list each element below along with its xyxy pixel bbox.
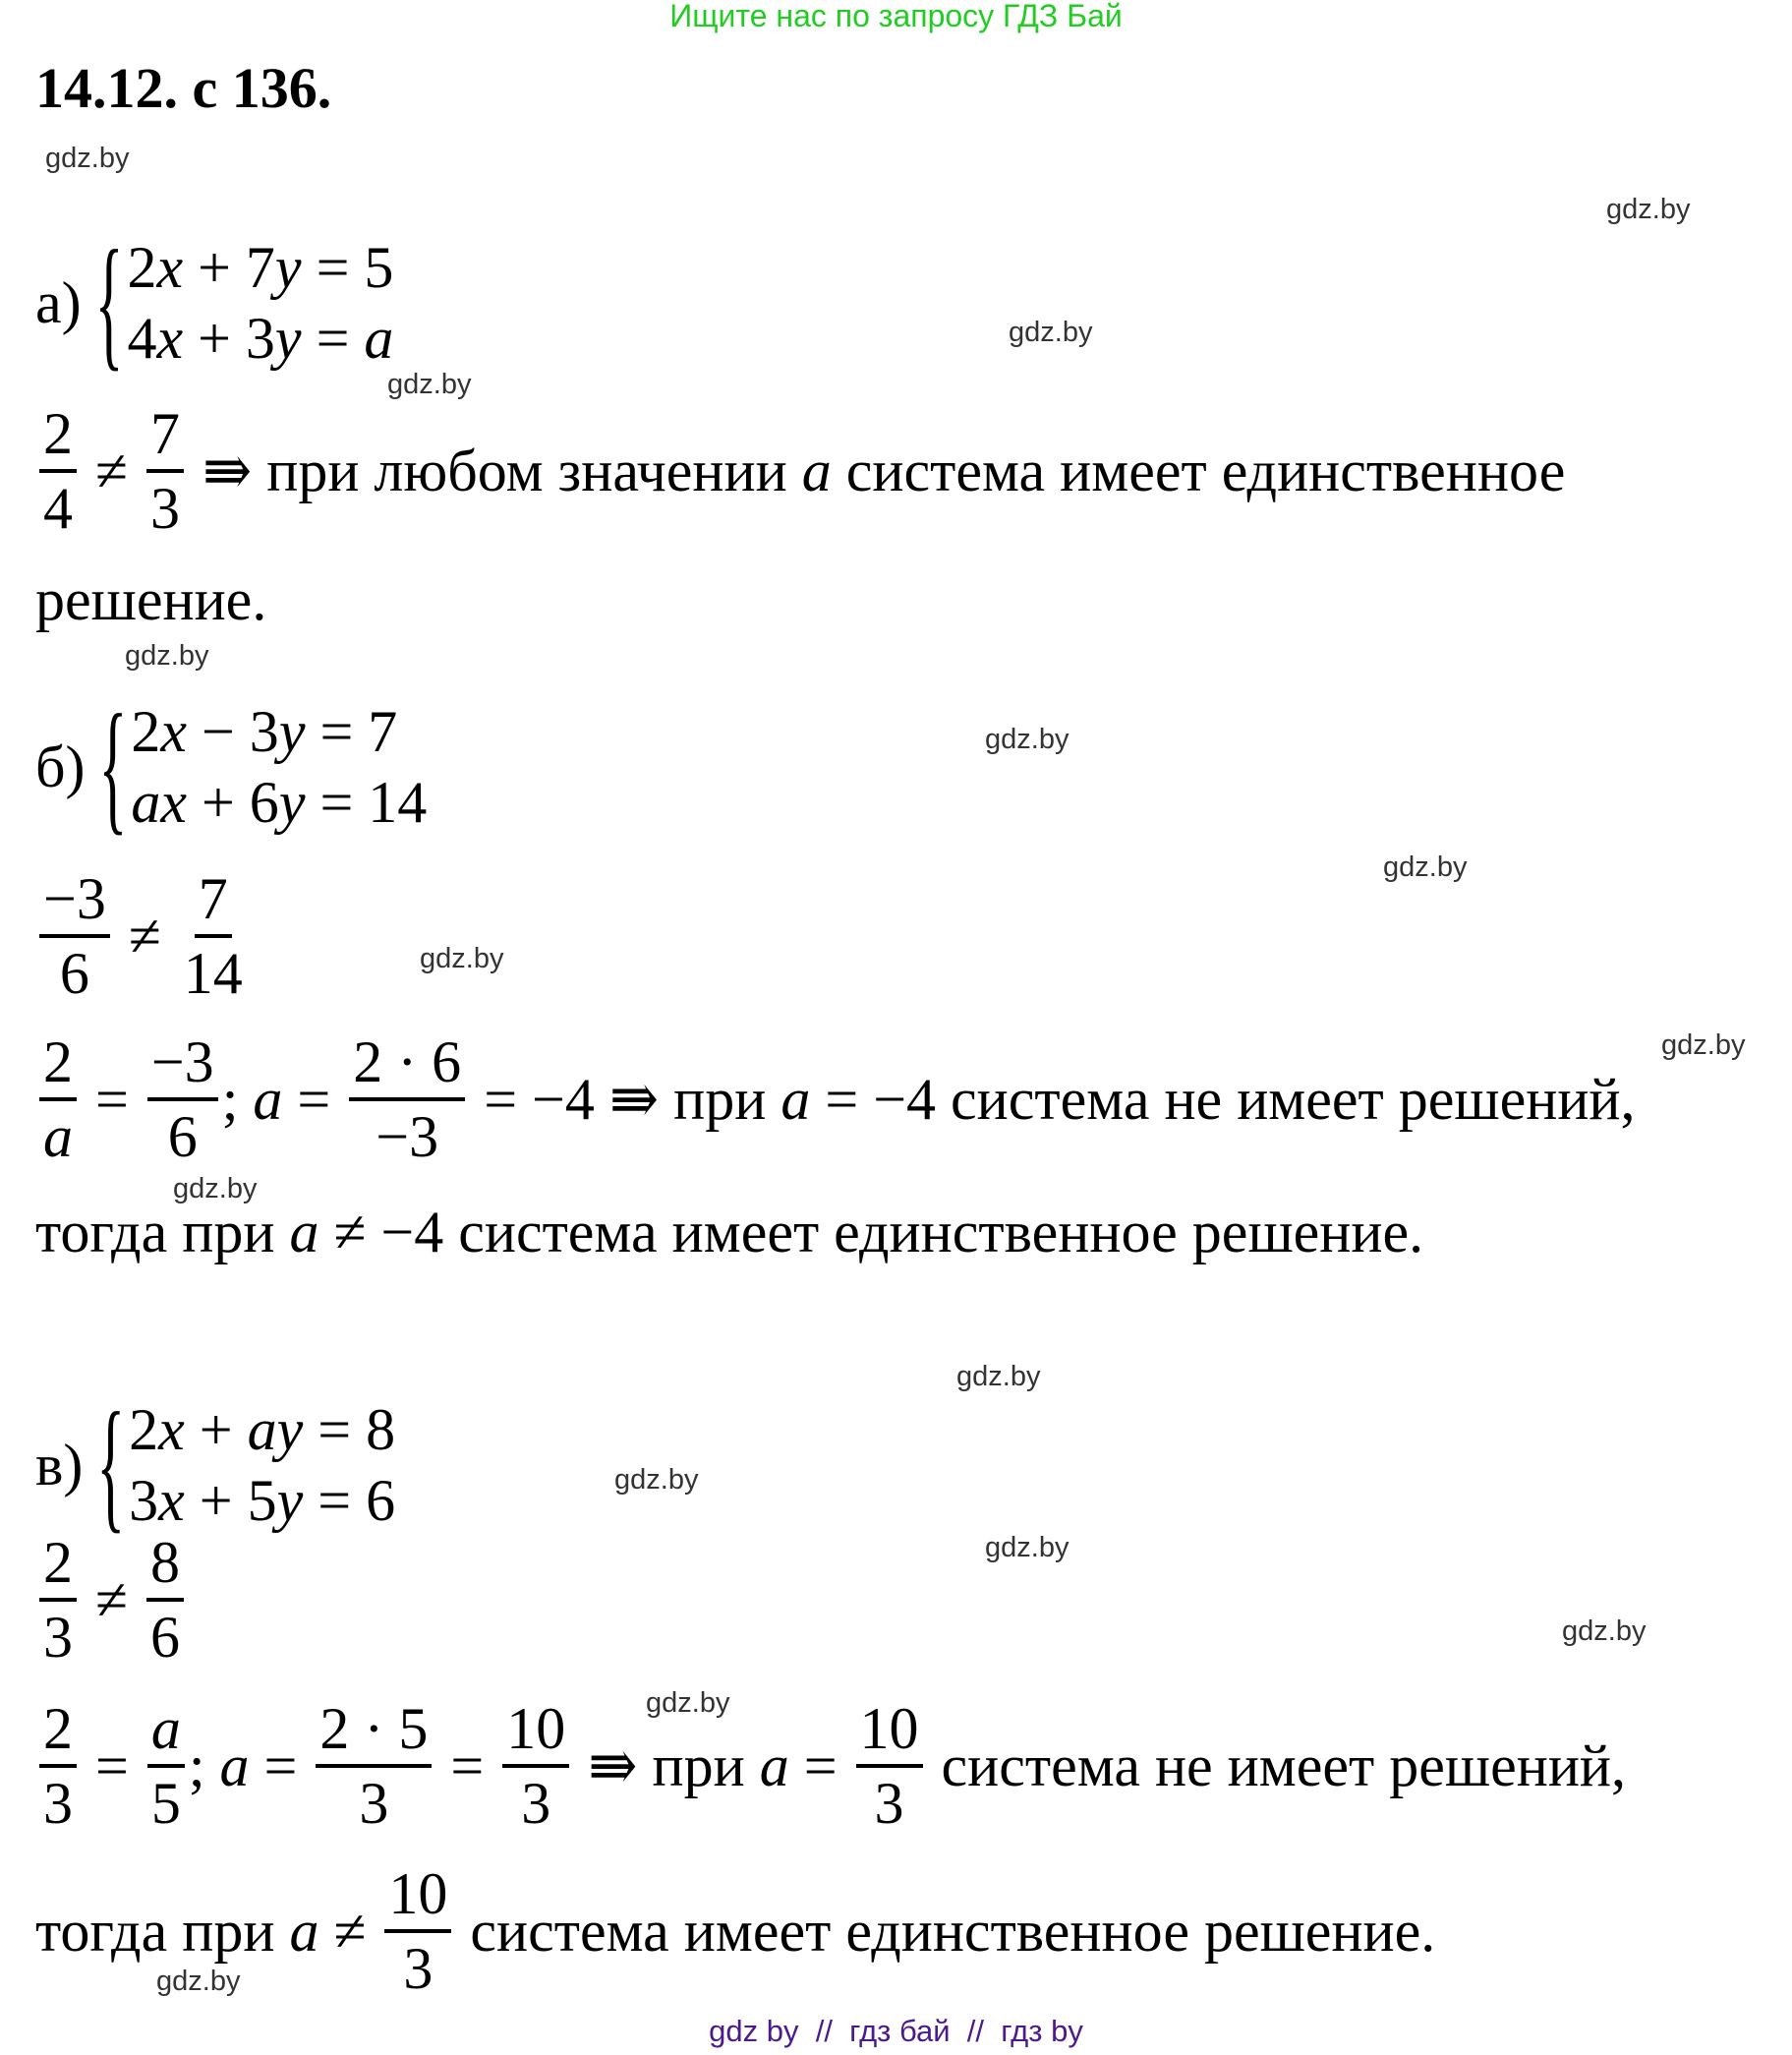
math-variable: y [276,1468,304,1533]
math-text: 6 [59,941,89,1006]
math-text: 2 · 6 [353,1029,462,1094]
math-text: тогда при [35,1199,290,1264]
search-banner[interactable]: Ищите нас по запросу ГДЗ Бай [669,0,1123,33]
math-text: − 3 [186,699,279,764]
numerator [147,1693,185,1768]
math-variable: a [219,1732,250,1798]
brace-icon: { [96,1382,126,1546]
denominator [56,938,93,1009]
math-text: = 8 [303,1397,396,1462]
math-text: 6 [167,1104,198,1169]
part-label: а) [35,269,82,335]
math-variable: x [158,1468,185,1533]
watermark: gdz.by [387,369,472,400]
watermark: gdz.by [956,1361,1041,1392]
math-text: 3 [403,1936,434,2001]
math-text: 10 [388,1861,448,1926]
fraction [39,1693,77,1839]
watermark: gdz.by [1562,1615,1647,1647]
math-text: + 3 [183,306,275,371]
fraction [384,1858,451,2004]
denominator [517,1768,554,1839]
math-text: ≠ [318,1898,381,1964]
math-text: 3 [874,1771,904,1836]
math-text: 2 [43,401,73,466]
watermark: gdz.by [985,1532,1069,1563]
equation-row [127,232,393,303]
math-text: = 7 [305,699,398,764]
denominator [871,1768,908,1839]
math-text: 2 [127,235,157,300]
math-variable: a [759,1732,789,1798]
math-text: 6 [149,1605,180,1670]
denominator [399,1933,436,2004]
math-variable: ay [247,1397,304,1462]
math-text: + 7 [183,235,275,300]
math-variable: a [150,1696,181,1761]
math-text: ≠ [81,438,143,503]
math-text: ≠ [113,903,176,969]
denominator [355,1768,392,1839]
fraction [147,1693,185,1839]
math-text: система не имеет решений, [926,1732,1627,1798]
math-text: = [282,1066,346,1132]
math-text: 3 [521,1771,551,1836]
math-text: 14 [183,941,243,1006]
math-text: 7 [149,401,180,466]
math-variable: x [158,1397,185,1462]
math-variable: y [278,770,306,835]
fraction [180,863,247,1009]
numerator [39,398,77,473]
math-text: 3 [149,476,180,541]
numerator [195,863,232,938]
numerator [39,863,110,938]
fraction [39,863,110,1009]
fraction [502,1693,569,1839]
math-variable: a [801,438,832,503]
watermark: gdz.by [1383,851,1468,883]
math-variable: a [253,1066,283,1132]
fraction [39,1527,77,1673]
part-label: б) [35,734,86,799]
watermark: gdz.by [646,1687,730,1719]
equation-row [131,696,427,767]
math-text: = [81,1066,144,1132]
watermark: gdz.by [1606,194,1691,225]
math-text: + [184,1397,248,1462]
math-text: решение. [35,566,267,632]
math-text: 8 [149,1530,180,1595]
numerator [384,1858,451,1933]
equation-system [35,669,427,865]
numerator [316,1693,432,1768]
brace-icon: { [94,220,124,383]
math-text: = 6 [303,1468,396,1533]
watermark: gdz.by [45,143,130,174]
numerator [349,1027,465,1101]
watermark: gdz.by [125,640,209,672]
math-variable: a [43,1104,73,1169]
math-text: −3 [376,1104,439,1169]
math-text: = [301,306,365,371]
part-label: в) [35,1432,84,1497]
solution-line [35,1134,1423,1330]
math-text: 10 [859,1696,919,1761]
math-text: 5 [150,1771,181,1836]
math-text: система имеет единственное [831,438,1566,503]
fraction [316,1693,432,1839]
math-text: ⇛ при [573,1733,760,1798]
math-variable: x [156,306,184,371]
math-text: тогда при [35,1898,290,1964]
math-text: ≠ −4 система имеет единственное решение. [318,1199,1424,1264]
denominator [147,1768,185,1839]
math-text: 2 [129,1397,159,1462]
math-text: = −4 система не имеет решений, [810,1066,1636,1132]
math-variable: y [278,699,306,764]
exercise-title: 14.12. с 136. [35,56,332,120]
math-text: 7 [198,866,228,931]
watermark: gdz.by [420,943,504,974]
math-text: 3 [359,1771,389,1836]
math-text: система имеет единственное решение. [455,1898,1436,1964]
math-text: ⇛ при любом значении [187,439,802,503]
math-text: = [788,1732,852,1798]
math-text: 4 [127,306,157,371]
brace-icon: { [98,684,128,848]
footer-links[interactable]: gdz by // гдз бай // гдз by [709,2014,1083,2048]
watermark: gdz.by [1661,1029,1746,1061]
equation-row [131,767,427,838]
math-variable: a [780,1066,811,1132]
math-text: −3 [43,866,106,931]
math-text: = [435,1732,499,1798]
math-text: 3 [43,1771,73,1836]
equation-system [35,205,393,401]
watermark: gdz.by [1009,317,1093,348]
solution-line [35,1833,1435,2029]
math-variable: a [289,1898,319,1964]
math-text: ; [221,1066,254,1132]
numerator [146,398,184,473]
math-text: 2 [131,699,161,764]
math-variable: y [274,306,302,371]
math-text: 2 [43,1696,73,1761]
math-variable: x [160,699,187,764]
numerator [147,1027,218,1101]
numerator [39,1027,77,1101]
denominator [180,938,247,1009]
math-text: + 6 [186,770,279,835]
math-text: = [81,1732,144,1798]
math-text: = [249,1732,313,1798]
numerator [39,1527,77,1602]
math-text: ≠ [81,1566,143,1632]
math-variable: y [274,235,302,300]
math-text: −3 [150,1029,214,1094]
fraction [856,1693,923,1839]
math-variable: a [364,306,394,371]
watermark: gdz.by [156,1966,241,1997]
math-variable: ax [131,770,187,835]
denominator [146,1602,184,1673]
watermark: gdz.by [614,1464,699,1496]
numerator [39,1693,77,1768]
math-text: 2 [43,1029,73,1094]
numerator [856,1693,923,1768]
numerator [502,1693,569,1768]
math-text: = −4 ⇛ при [469,1067,781,1132]
math-text: + 5 [184,1468,277,1533]
math-text: = 5 [301,235,394,300]
math-text: 3 [43,1605,73,1670]
math-text: 10 [506,1696,566,1761]
math-text: ; [188,1732,220,1798]
math-text: = 14 [305,770,428,835]
math-text: 2 [43,1530,73,1595]
denominator [39,1768,77,1839]
math-text: 2 · 5 [319,1696,429,1761]
math-text: 4 [43,476,73,541]
numerator [146,1527,184,1602]
math-variable: x [156,235,184,300]
denominator [39,1602,77,1673]
watermark: gdz.by [985,724,1069,755]
equation-row [127,303,393,374]
fraction [146,1527,184,1673]
equation-row [129,1394,395,1465]
math-variable: a [289,1199,319,1264]
watermark: gdz.by [173,1173,258,1204]
math-text: 3 [129,1468,159,1533]
